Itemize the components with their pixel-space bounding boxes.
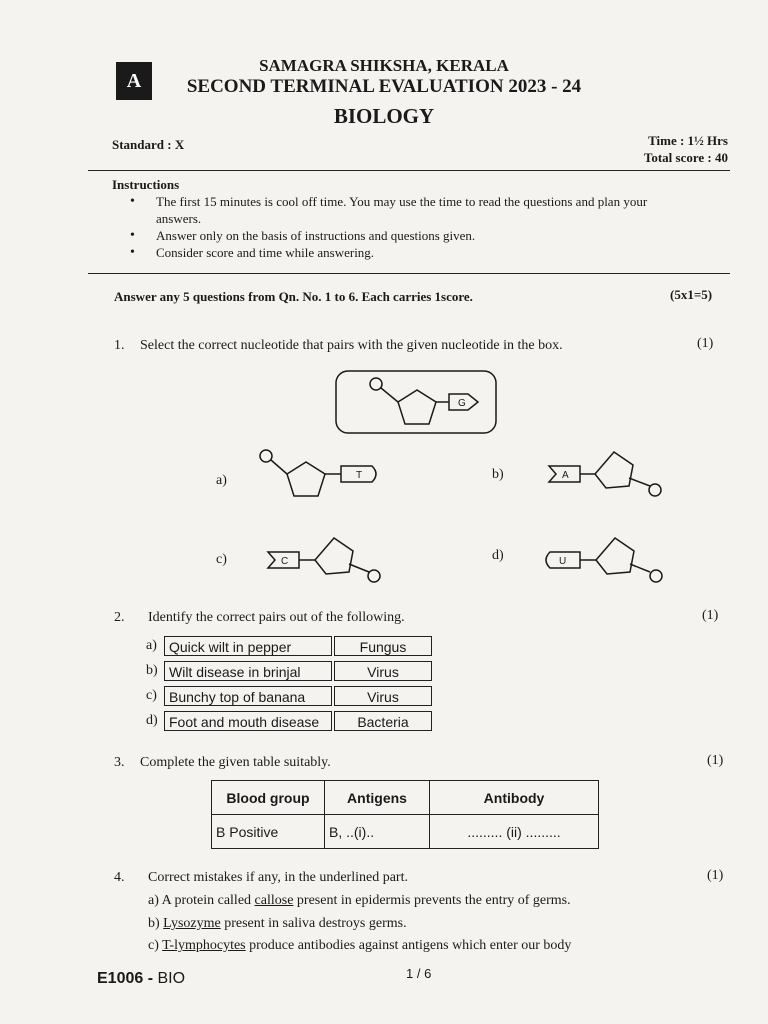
q1-number: 1. — [114, 338, 125, 353]
q2-number: 2. — [114, 610, 125, 625]
q2-left: Quick wilt in pepper — [164, 636, 332, 656]
q4-item-b — [148, 916, 407, 932]
subject-title: BIOLOGY — [333, 104, 435, 128]
section-instruction: Answer any 5 questions from Qn. No. 1 to 6. Each carries 1score. — [114, 289, 473, 304]
cell-blood-group: B Positive — [212, 815, 325, 849]
q3-score: (1) — [707, 753, 724, 768]
option-b-base: A — [562, 470, 569, 481]
cell-antibody: ......... (ii) ......... — [430, 815, 599, 849]
q2-left: Foot and mouth disease — [164, 711, 332, 731]
option-c-label: c) — [216, 552, 227, 567]
instruction-item-cont: answers. — [156, 211, 202, 226]
q3-text: Complete the given table suitably. — [140, 755, 331, 770]
q4-text: Correct mistakes if any, in the underlined part. — [148, 870, 408, 885]
code-sep: - — [143, 970, 158, 987]
q4-item-c — [148, 938, 571, 954]
cell-antigens: B, ..(i).. — [325, 815, 430, 849]
section-score: (5x1=5) — [670, 287, 713, 302]
th-blood-group: Blood group — [212, 781, 325, 815]
q1-text: Select the correct nucleotide that pairs with the given nucleotide in the box. — [140, 338, 563, 353]
q4-pre: A protein called — [161, 893, 255, 908]
option-d-label: d) — [492, 548, 504, 563]
option-b-label: b) — [492, 467, 504, 482]
q3-number: 3. — [114, 755, 125, 770]
exam-title: SECOND TERMINAL EVALUATION 2023 - 24 — [186, 76, 582, 97]
page-number: 1 / 6 — [406, 966, 432, 981]
set-badge: A — [116, 62, 152, 100]
q1-score: (1) — [697, 336, 714, 351]
th-antibody: Antibody — [430, 781, 599, 815]
q4-underlined: callose — [254, 893, 294, 908]
q4-number: 4. — [114, 870, 125, 885]
q4-item-a — [148, 893, 571, 909]
option-a-label: a) — [216, 473, 227, 488]
footer-code — [97, 970, 185, 988]
q2-right: Virus — [334, 686, 432, 706]
q2-label: d) — [146, 713, 158, 728]
q4-post: present in saliva destroys germs. — [220, 916, 407, 931]
th-antigens: Antigens — [325, 781, 430, 815]
q2-right: Virus — [334, 661, 432, 681]
q2-right: Bacteria — [334, 711, 432, 731]
q2-label: b) — [146, 663, 158, 678]
instruction-item: • The first 15 minutes is cool off time. You may use the time to read the questions and plan your — [114, 193, 734, 210]
q2-left: Bunchy top of banana — [164, 686, 332, 706]
total-score: Total score : 40 — [643, 150, 728, 165]
q2-label: c) — [146, 688, 157, 703]
instruction-item: • Consider score and time while answering. — [114, 244, 734, 261]
q2-right: Fungus — [334, 636, 432, 656]
q2-score: (1) — [702, 608, 719, 623]
q2-left: Wilt disease in brinjal — [164, 661, 332, 681]
q4-underlined: Lysozyme — [163, 916, 221, 931]
instructions-title: Instructions — [112, 177, 180, 192]
q4-post: produce antibodies against antigens which enter our body — [245, 938, 572, 953]
q4-post: present in epidermis prevents the entry of germs. — [293, 893, 571, 908]
q2-text: Identify the correct pairs out of the following. — [148, 610, 405, 625]
option-d-base: U — [559, 556, 567, 567]
paper-subject: BIO — [157, 970, 186, 987]
blood-group-table — [211, 780, 599, 849]
q4-label: b) — [148, 916, 160, 931]
given-base: G — [458, 398, 466, 409]
option-c-base: C — [281, 556, 289, 567]
q4-score: (1) — [707, 868, 724, 883]
option-b-nucleotide — [549, 452, 661, 496]
option-a-nucleotide — [260, 450, 376, 496]
q4-underlined: T-lymphocytes — [162, 938, 246, 953]
instruction-item: • Answer only on the basis of instructions and questions given. — [114, 227, 734, 244]
org-name: SAMAGRA SHIKSHA, KERALA — [259, 56, 509, 75]
option-d-nucleotide — [546, 538, 662, 582]
time: Time : 1½ Hrs — [648, 133, 728, 148]
q4-label: c) — [148, 938, 159, 953]
given-nucleotide — [370, 378, 478, 424]
standard: Standard : X — [112, 137, 185, 152]
q4-label: a) — [148, 893, 159, 908]
option-a-base: T — [356, 470, 363, 481]
paper-code: E1006 — [97, 970, 144, 987]
option-c-nucleotide — [268, 538, 380, 582]
q2-label: a) — [146, 638, 157, 653]
